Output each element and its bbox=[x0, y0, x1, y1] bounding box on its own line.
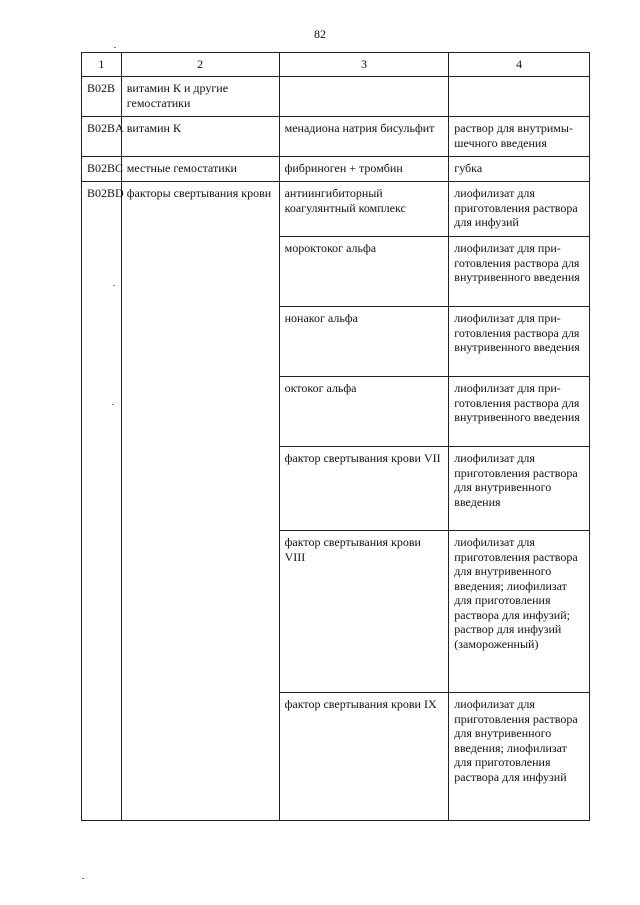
table-row bbox=[82, 117, 590, 157]
scan-speck bbox=[82, 878, 84, 879]
scan-speck bbox=[113, 285, 115, 286]
header-cell: 2 bbox=[121, 53, 279, 77]
header-cell: 4 bbox=[449, 53, 590, 77]
dosage-form: лиофилизат для приготовления раствора для внутривенного введения; лиофилизат для приготовления раствора для инфузий bbox=[449, 693, 590, 821]
dosage-form: лиофилизат для при-готовления раствора для внутривенного введения bbox=[449, 237, 590, 307]
page-number: 82 bbox=[314, 27, 326, 41]
drug-name: антиингибиторный коагулянтный комплекс bbox=[279, 182, 449, 237]
header-cell: 3 bbox=[279, 53, 449, 77]
group-name: местные гемостатики bbox=[121, 157, 279, 182]
dosage-form: лиофилизат для приготовления раствора для внутривенного введения; лиофилизат для приготовления раствора для инфузий; раствор для инфузий (замороженный) bbox=[449, 531, 590, 693]
drug-name: фибриноген + тромбин bbox=[279, 157, 449, 182]
table-header-row bbox=[82, 53, 590, 77]
dosage-form bbox=[449, 77, 590, 117]
group-name: факторы свертывания крови bbox=[121, 182, 279, 821]
atc-code: B02BC bbox=[82, 157, 122, 182]
atc-code: B02BD bbox=[82, 182, 122, 821]
group-name: витамин К и другие гемостатики bbox=[121, 77, 279, 117]
table-row bbox=[82, 77, 590, 117]
drug-name: фактор свертывания крови IX bbox=[279, 693, 449, 821]
atc-code: B02B bbox=[82, 77, 122, 117]
drug-table bbox=[81, 52, 590, 821]
dosage-form: лиофилизат для приготовления раствора для внутривенного введения bbox=[449, 447, 590, 531]
group-name: витамин К bbox=[121, 117, 279, 157]
atc-code: B02BA bbox=[82, 117, 122, 157]
drug-name bbox=[279, 77, 449, 117]
dosage-form: губка bbox=[449, 157, 590, 182]
drug-name: октоког альфа bbox=[279, 377, 449, 447]
table-row bbox=[82, 182, 590, 237]
scan-speck bbox=[114, 47, 116, 48]
drug-name: менадиона натрия бисульфит bbox=[279, 117, 449, 157]
dosage-form: лиофилизат для при-готовления раствора для внутривенного введения bbox=[449, 307, 590, 377]
header-cell: 1 bbox=[82, 53, 122, 77]
table-row bbox=[82, 157, 590, 182]
dosage-form: раствор для внутримы-шечного введения bbox=[449, 117, 590, 157]
drug-name: фактор свертывания крови VII bbox=[279, 447, 449, 531]
drug-name: нонаког альфа bbox=[279, 307, 449, 377]
dosage-form: лиофилизат для при-готовления раствора для внутривенного введения bbox=[449, 377, 590, 447]
drug-name: фактор свертывания крови VIII bbox=[279, 531, 449, 693]
scan-speck bbox=[112, 404, 114, 405]
dosage-form: лиофилизат для приготовления раствора для инфузий bbox=[449, 182, 590, 237]
drug-name: мороктоког альфа bbox=[279, 237, 449, 307]
